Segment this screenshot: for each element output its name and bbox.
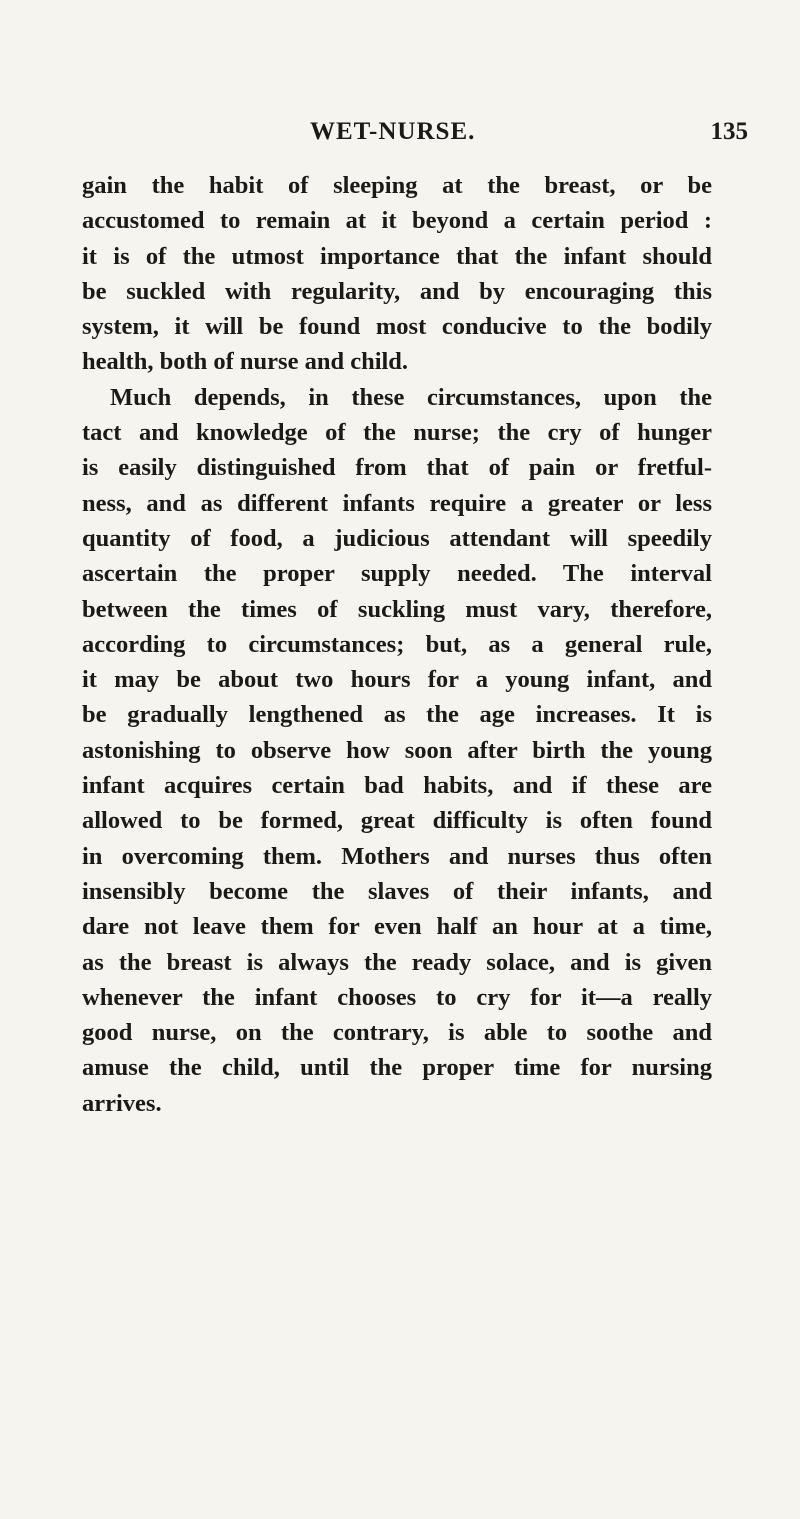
text-line: accustomed to remain at it beyond a certain period : (82, 207, 712, 235)
text-line: arrives. (82, 1089, 162, 1117)
text-line: as the breast is always the ready solace, and is given (82, 948, 712, 976)
text-line: it is of the utmost importance that the infant should (82, 242, 712, 270)
text-line: between the times of suckling must vary, therefore, (82, 595, 712, 623)
text-line: gain the habit of sleeping at the breast, or be (82, 172, 712, 199)
text-line: according to circumstances; but, as a general rule, (82, 630, 712, 658)
text-line: ness, and as different infants require a greater or less (82, 489, 712, 517)
text-line: astonishing to observe how soon after birth the young (82, 736, 712, 764)
text-line: in overcoming them. Mothers and nurses thus often (82, 842, 712, 870)
body-text (82, 168, 712, 1121)
text-line: good nurse, on the contrary, is able to soothe and (82, 1019, 712, 1047)
text-line: be gradually lengthened as the age increases. It is (82, 701, 712, 729)
text-line: tact and knowledge of the nurse; the cry of hunger (82, 419, 712, 447)
paragraph-start-line: Much depends, in these circumstances, upon the (110, 383, 712, 411)
text-line: be suckled with regularity, and by encouraging this (82, 277, 712, 305)
running-title: WET-NURSE. (310, 118, 476, 145)
text-line: infant acquires certain bad habits, and if these are (82, 772, 712, 800)
text-line: allowed to be formed, great difficulty is often found (82, 807, 712, 835)
page-number: 135 (710, 118, 748, 145)
text-line: quantity of food, a judicious attendant will speedily (82, 524, 712, 552)
text-line: dare not leave them for even half an hour at a time, (82, 913, 712, 941)
text-line: is easily distinguished from that of pain or fretful- (82, 454, 712, 482)
running-header (80, 118, 750, 152)
text-line: health, both of nurse and child. (82, 348, 409, 376)
text-line: ascertain the proper supply needed. The interval (82, 560, 712, 588)
text-line: amuse the child, until the proper time for nursing (82, 1054, 712, 1082)
text-line: system, it will be found most conducive to the bodily (82, 313, 712, 341)
text-line: insensibly become the slaves of their infants, and (82, 877, 712, 905)
text-line: it may be about two hours for a young infant, and (82, 666, 712, 694)
text-line: whenever the infant chooses to cry for it—a really (82, 983, 712, 1011)
